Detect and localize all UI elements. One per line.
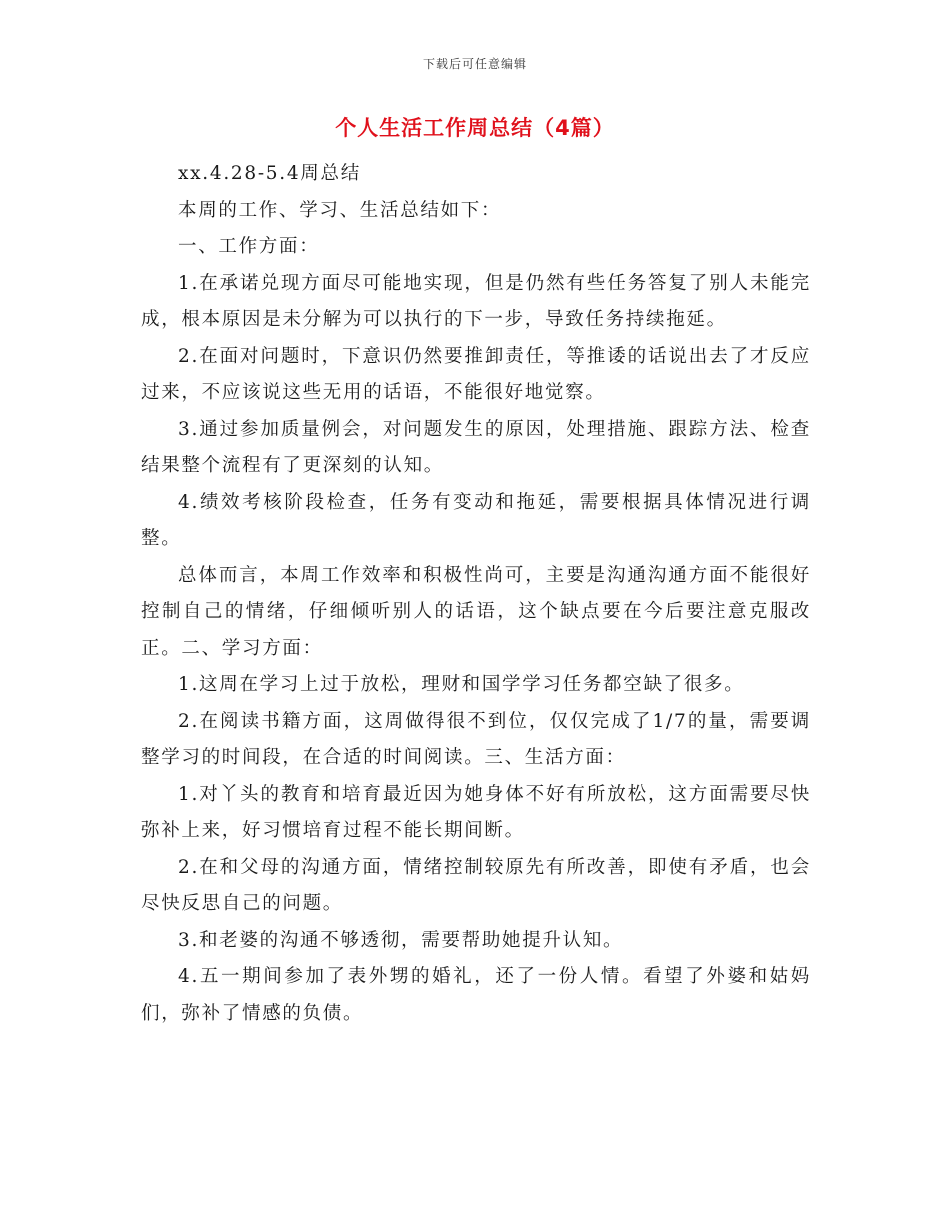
paragraph-week-range: xx.4.28-5.4周总结 xyxy=(178,163,361,184)
paragraph-study-2: 2.在阅读书籍方面，这周做得很不到位，仅仅完成了1/7的量，需要调整学习的时间段，在合适的时间阅读。三、生活方面： xyxy=(141,710,811,768)
paragraph-life-3: 3.和老婆的沟通不够透彻，需要帮助她提升认知。 xyxy=(178,929,624,951)
document-body xyxy=(141,156,811,1032)
download-note: 下载后可任意编辑 xyxy=(422,57,527,71)
paragraph-work-1: 1.在承诺兑现方面尽可能地实现，但是仍然有些任务答复了别人未能完成，根本原因是未分解为可以执行的下一步，导致任务持续拖延。 xyxy=(141,272,811,330)
document-title: 个人生活工作周总结（4篇） xyxy=(335,116,615,140)
section-heading-work: 一、工作方面： xyxy=(178,236,320,257)
paragraph-work-4: 4.绩效考核阶段检查，任务有变动和拖延，需要根据具体情况进行调整。 xyxy=(141,491,811,549)
paragraph-work-summary: 总体而言，本周工作效率和积极性尚可，主要是沟通沟通方面不能很好控制自己的情绪，仔细倾听别人的话语，这个缺点要在今后要注意克服改正。二、学习方面： xyxy=(141,564,811,659)
paragraph-life-1: 1.对丫头的教育和培育最近因为她身体不好有所放松，这方面需要尽快弥补上来，好习惯培育过程不能长期间断。 xyxy=(141,783,811,841)
paragraph-life-2: 2.在和父母的沟通方面，情绪控制较原先有所改善，即使有矛盾，也会尽快反思自己的问题。 xyxy=(141,856,811,914)
paragraph-work-3: 3.通过参加质量例会，对问题发生的原因，处理措施、跟踪方法、检查结果整个流程有了更深刻的认知。 xyxy=(141,418,811,476)
paragraph-life-4: 4.五一期间参加了表外甥的婚礼，还了一份人情。看望了外婆和姑妈们，弥补了情感的负债。 xyxy=(141,966,811,1024)
paragraph-study-1: 1.这周在学习上过于放松，理财和国学学习任务都空缺了很多。 xyxy=(178,674,745,695)
paragraph-work-2: 2.在面对问题时，下意识仍然要推卸责任，等推诿的话说出去了才反应过来，不应该说这些无用的话语，不能很好地觉察。 xyxy=(141,345,811,403)
paragraph-intro: 本周的工作、学习、生活总结如下： xyxy=(178,199,502,221)
